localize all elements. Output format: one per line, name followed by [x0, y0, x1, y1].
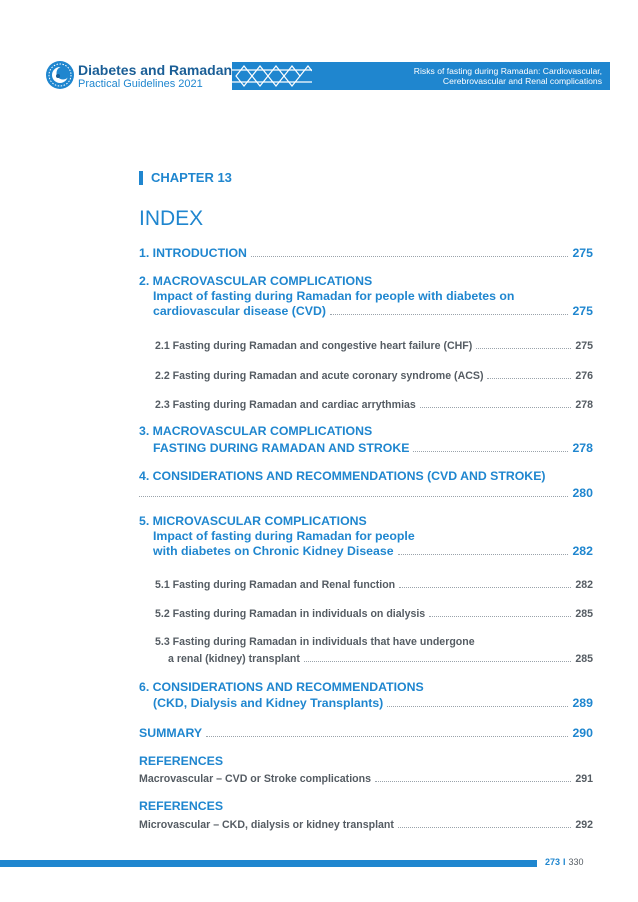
toc-entry-2-2[interactable]	[155, 366, 593, 382]
toc-page-number: 289	[572, 696, 593, 710]
dot-leader	[330, 313, 569, 315]
page-title: INDEX	[139, 207, 204, 230]
toc-entry-label: Microvascular – CKD, dialysis or kidney transplant	[139, 819, 394, 831]
dot-leader	[420, 406, 572, 408]
section-title-line2: Cerebrovascular and Renal complications	[442, 76, 602, 86]
brand-title: Diabetes and Ramadan	[78, 62, 233, 78]
toc-entry-label: 2.1 Fasting during Ramadan and congestive heart failure (CHF)	[155, 340, 473, 352]
toc-entry-label: cardiovascular disease (CVD)	[153, 304, 326, 318]
dot-leader	[251, 255, 569, 257]
section-title-line1: Risks of fasting during Ramadan: Cardiovascular,	[413, 66, 602, 76]
toc-page-number: 285	[575, 653, 593, 665]
toc-entry-microvascular-line1[interactable]: 5. MICROVASCULAR COMPLICATIONS	[139, 514, 367, 528]
toc-page-number: 278	[572, 441, 593, 455]
toc-entry-stroke[interactable]	[153, 439, 593, 455]
toc-entry-label: with diabetes on Chronic Kidney Disease	[153, 544, 394, 558]
page-counter	[545, 857, 584, 867]
dot-leader	[399, 586, 571, 588]
toc-entry-summary[interactable]	[139, 724, 593, 740]
geometric-ornament-icon	[232, 62, 312, 90]
dot-leader	[413, 450, 568, 452]
toc-entry-label: 2.2 Fasting during Ramadan and acute coronary syndrome (ACS)	[155, 370, 484, 382]
toc-page-number: 275	[575, 340, 593, 352]
toc-entry-2-3[interactable]	[155, 395, 593, 411]
dot-leader	[375, 780, 571, 782]
toc-entry-microvascular-line2[interactable]: Impact of fasting during Ramadan for people	[153, 529, 415, 543]
toc-entry-label: 5.2 Fasting during Ramadan in individuals on dialysis	[155, 608, 426, 620]
toc-page-number: 290	[572, 726, 593, 740]
toc-entry-5-3-line1[interactable]: 5.3 Fasting during Ramadan in individuals that have undergone	[155, 636, 475, 648]
toc-entry-macrovascular[interactable]	[153, 302, 593, 318]
section-title	[414, 66, 602, 86]
dot-leader	[398, 553, 569, 555]
toc-page-number: 291	[575, 773, 593, 785]
references-heading-macro[interactable]: REFERENCES	[139, 754, 224, 768]
toc-entry-label: SUMMARY	[139, 726, 203, 740]
dot-leader	[476, 347, 571, 349]
toc-entry-label: Macrovascular – CVD or Stroke complications	[139, 773, 371, 785]
dot-leader	[387, 705, 568, 707]
toc-entry-references-micro[interactable]	[139, 815, 593, 831]
toc-entry-label: a renal (kidney) transplant	[168, 653, 300, 665]
dot-leader	[139, 495, 568, 497]
toc-page-number: 280	[572, 486, 593, 500]
toc-entry-5-2[interactable]	[155, 604, 593, 620]
dot-leader	[487, 377, 571, 379]
toc-page-number: 285	[575, 608, 593, 620]
section-banner	[312, 62, 610, 90]
toc-page-number: 275	[572, 304, 593, 318]
dot-leader	[206, 735, 568, 737]
toc-entry-label: FASTING DURING RAMADAN AND STROKE	[153, 441, 410, 455]
total-pages: 330	[568, 857, 584, 867]
toc-entry-introduction[interactable]	[139, 244, 593, 260]
page-separator: I	[563, 857, 566, 867]
dot-leader	[429, 615, 571, 617]
toc-entry-considerations-cvd[interactable]	[139, 484, 593, 500]
toc-entry-label: (CKD, Dialysis and Kidney Transplants)	[153, 696, 384, 710]
dot-leader	[398, 826, 571, 828]
toc-page-number: 278	[575, 399, 593, 411]
brand-subtitle: Practical Guidelines 2021	[78, 78, 203, 90]
toc-entry-5-1[interactable]	[155, 575, 593, 591]
toc-entry-considerations-ckd[interactable]	[153, 694, 593, 710]
current-page-number: 273	[545, 857, 561, 867]
toc-entry-label: 1. INTRODUCTION	[139, 246, 247, 260]
toc-entry-microvascular[interactable]	[153, 542, 593, 558]
toc-page-number: 275	[572, 246, 593, 260]
footer-bar	[0, 860, 537, 867]
toc-entry-label: 5.1 Fasting during Ramadan and Renal function	[155, 579, 396, 591]
crescent-logo-icon	[45, 60, 75, 90]
toc-entry-considerations-ckd-line1[interactable]: 6. CONSIDERATIONS AND RECOMMENDATIONS	[139, 680, 424, 694]
toc-page-number: 276	[575, 370, 593, 382]
chapter-label: CHAPTER 13	[151, 170, 232, 185]
toc-page-number: 282	[572, 544, 593, 558]
page-header	[0, 0, 638, 100]
dot-leader	[304, 660, 571, 662]
references-heading-micro[interactable]: REFERENCES	[139, 799, 224, 813]
chapter-marker	[139, 171, 143, 185]
toc-page-number: 282	[575, 579, 593, 591]
toc-entry-stroke-line1[interactable]: 3. MACROVASCULAR COMPLICATIONS	[139, 424, 373, 438]
toc-entry-5-3[interactable]	[168, 649, 593, 665]
toc-entry-considerations-cvd-line1[interactable]: 4. CONSIDERATIONS AND RECOMMENDATIONS (CVD AND STROKE)	[139, 469, 546, 483]
toc-entry-macrovascular-line1[interactable]: 2. MACROVASCULAR COMPLICATIONS	[139, 274, 373, 288]
toc-entry-references-macro[interactable]	[139, 769, 593, 785]
toc-entry-2-1[interactable]	[155, 336, 593, 352]
toc-entry-label: 2.3 Fasting during Ramadan and cardiac arrythmias	[155, 399, 416, 411]
toc-page-number: 292	[575, 819, 593, 831]
toc-entry-macrovascular-line2[interactable]: Impact of fasting during Ramadan for people with diabetes on	[153, 289, 515, 303]
